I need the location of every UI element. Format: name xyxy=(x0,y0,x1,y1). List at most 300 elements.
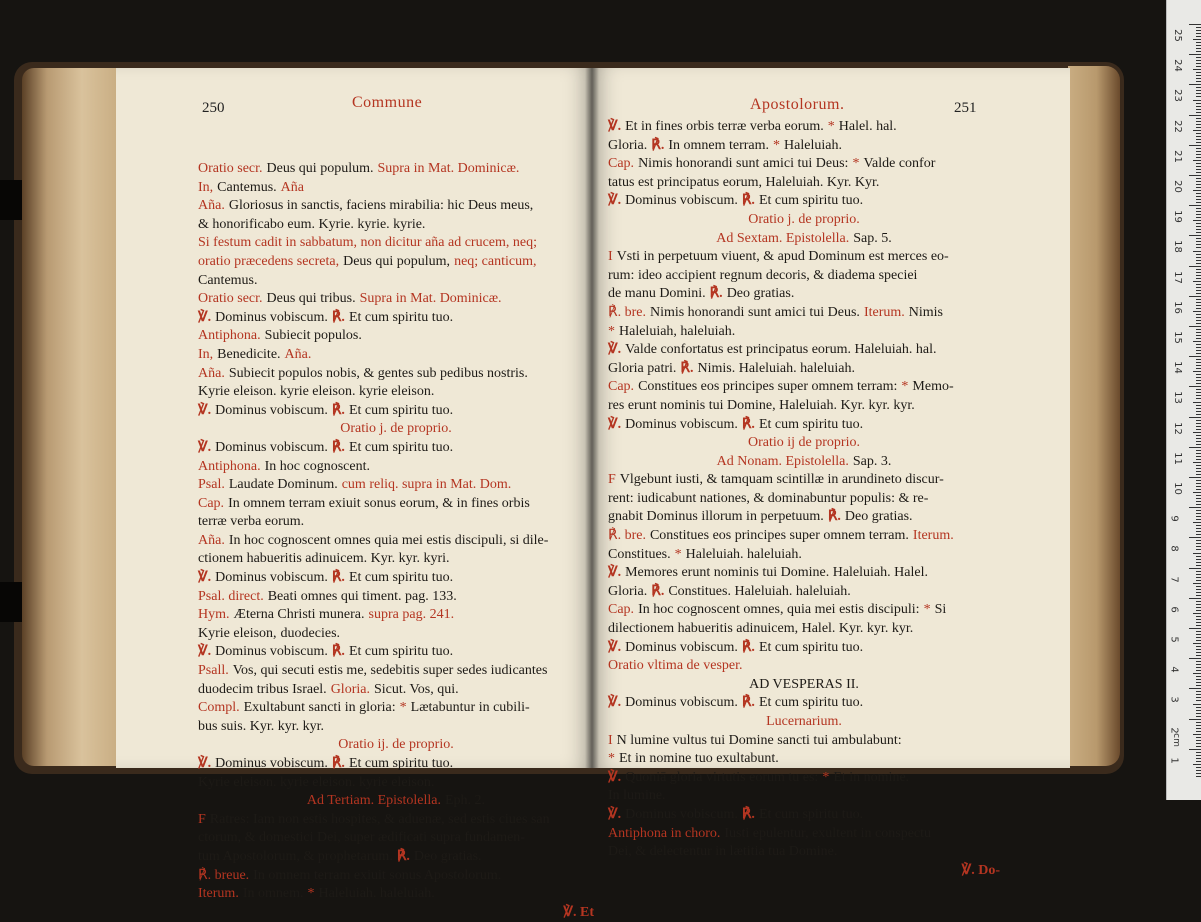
ruler-tick xyxy=(1189,447,1201,448)
ruler-tick xyxy=(1196,263,1201,264)
ruler-tick xyxy=(1196,640,1201,641)
text-line xyxy=(608,694,1004,713)
ruler-tick xyxy=(1196,269,1201,270)
body-text: Laudate Dominum. xyxy=(228,477,338,493)
text-line xyxy=(608,285,1004,304)
body-text: In omnem terram exiuit sonus eorum, & in fines orbis xyxy=(228,495,530,511)
ruler-tick xyxy=(1196,287,1201,288)
ruler-tick xyxy=(1189,719,1201,720)
ruler-number: 6 xyxy=(1168,606,1180,613)
ruler-tick xyxy=(1193,492,1201,493)
rubric-text: * xyxy=(852,156,860,172)
ruler-tick xyxy=(1196,562,1201,563)
left-page-text xyxy=(198,160,598,922)
ruler-tick xyxy=(1196,646,1201,647)
body-text: Si xyxy=(934,602,947,618)
body-text: Cantemus. xyxy=(217,179,277,195)
ruler-tick xyxy=(1196,610,1201,611)
rubric-text: * xyxy=(608,323,615,339)
body-text: Kyrie eleison. kyrie eleison. kyrie eleison. xyxy=(198,774,435,790)
text-line xyxy=(608,750,1004,769)
ruler-tick xyxy=(1193,69,1201,70)
ruler-tick xyxy=(1196,540,1201,541)
ruler-number: 23 xyxy=(1171,89,1183,103)
body-text: terræ verba eorum. xyxy=(198,514,305,530)
rubric-text: * xyxy=(822,769,830,785)
ruler-tick xyxy=(1193,311,1201,312)
ruler-tick xyxy=(1196,30,1201,31)
text-line xyxy=(608,508,1004,527)
ruler-tick xyxy=(1193,39,1201,40)
ruler-number: 1 xyxy=(1168,757,1180,764)
versicle-mark: ℣. xyxy=(608,416,622,432)
versicle-mark: ℣. xyxy=(608,565,622,581)
ruler-tick xyxy=(1196,722,1201,723)
text-line xyxy=(198,606,598,625)
ruler-tick xyxy=(1189,749,1201,750)
rubric-text: Ad Tertiam. Epistolella. xyxy=(306,793,441,809)
ruler-tick xyxy=(1196,525,1201,526)
ruler-number: 12 xyxy=(1171,421,1183,435)
versicle-mark: ℣. xyxy=(608,342,622,358)
ruler-tick xyxy=(1196,755,1201,756)
body-text: In hoc cognoscent. xyxy=(264,458,370,474)
ruler-tick xyxy=(1193,281,1201,282)
body-text: Et cum spiritu tuo. xyxy=(758,639,864,655)
ruler-tick xyxy=(1196,652,1201,653)
text-line xyxy=(608,155,1004,174)
ruler-tick xyxy=(1196,323,1201,324)
ruler-tick xyxy=(1196,595,1201,596)
rubric-text: Iterum. xyxy=(863,304,905,320)
ruler-tick xyxy=(1196,121,1201,122)
ruler-tick xyxy=(1196,740,1201,741)
ruler-tick xyxy=(1196,78,1201,79)
ruler-tick xyxy=(1196,710,1201,711)
ruler-tick xyxy=(1196,649,1201,650)
rubric-text: Supra in Mat. Dominicæ. xyxy=(359,291,502,307)
rubric-text: Aña. xyxy=(284,346,312,362)
versicle-mark: ℟. xyxy=(331,644,345,660)
ruler-tick xyxy=(1196,661,1201,662)
ruler-tick xyxy=(1196,743,1201,744)
rubric-text: F xyxy=(198,811,206,827)
text-line xyxy=(198,272,598,291)
ruler-tick xyxy=(1196,737,1201,738)
versicle-mark: ℟. xyxy=(741,416,755,432)
ruler-tick xyxy=(1196,133,1201,134)
ruler-tick xyxy=(1189,688,1201,689)
body-text: Dominus vobiscum. xyxy=(215,756,328,771)
body-text: Exultabunt sancti in gloria: xyxy=(243,700,396,716)
body-text: Quoniā gloria virtutis eorum tu es: xyxy=(625,769,819,785)
ruler-tick xyxy=(1196,338,1201,339)
ruler-tick xyxy=(1196,293,1201,294)
ruler-tick xyxy=(1196,682,1201,683)
body-text: duodecim tribus Israel. xyxy=(198,681,327,697)
text-line xyxy=(608,862,1004,881)
body-text: ctorum, & domestici Dei, super ædificati supra fundamen- xyxy=(198,830,525,846)
ruler-tick xyxy=(1196,752,1201,753)
rubric-text: Oratio ij de proprio. xyxy=(748,435,860,451)
running-head-left: Commune xyxy=(352,94,423,111)
ruler-tick xyxy=(1196,489,1201,490)
ruler-tick xyxy=(1196,305,1201,306)
versicle-mark: ℣. xyxy=(608,769,622,785)
body-text: res erunt nominis tui Domine, Haleluiah. Kyr. kyr. kyr. xyxy=(608,397,915,413)
ruler-tick xyxy=(1196,184,1201,185)
ruler-tick xyxy=(1196,395,1201,396)
ruler-tick xyxy=(1189,628,1201,629)
body-text: rum: ideo accipient regnum decoris, & diadema speciei xyxy=(608,267,918,283)
body-text: tum Apostolorum, & prophetarum. xyxy=(198,848,393,864)
body-text: Et cum spiritu tuo. xyxy=(348,439,454,455)
rubric-text: In, xyxy=(198,346,214,362)
body-text: Nimis honorandi sunt amici tui Deus: xyxy=(638,156,849,172)
versicle-mark: ℣. Do- xyxy=(961,862,1000,878)
body-text: Dominus vobiscum. xyxy=(625,416,738,432)
ruler-tick xyxy=(1196,468,1201,469)
body-text: Dominus vobiscum. xyxy=(215,402,328,418)
body-text: Constitues eos principes super omnem terram: xyxy=(638,379,898,395)
body-text: Eph. 2. xyxy=(445,793,486,809)
ruler-tick xyxy=(1196,480,1201,481)
body-text: Kyrie eleison, xyxy=(198,625,277,641)
body-text: N lumine vultus tui Domine sancti tui ambulabunt: xyxy=(616,732,902,748)
ruler-tick xyxy=(1196,278,1201,279)
rubric-text: Supra in Mat. Dominicæ. xyxy=(377,161,520,176)
body-text: In omnem terram. xyxy=(668,137,770,153)
ruler-tick xyxy=(1196,257,1201,258)
rubric-text: Oratio j. de proprio. xyxy=(748,211,860,227)
ruler-tick xyxy=(1196,154,1201,155)
body-text: Valde confortatus est principatus eorum. Haleluiah. hal. xyxy=(625,342,937,358)
rubric-text: supra pag. 241. xyxy=(368,607,455,623)
book-gutter xyxy=(585,68,599,768)
body-text: In lumine. xyxy=(608,788,666,804)
text-line xyxy=(198,365,598,384)
ruler-tick xyxy=(1196,664,1201,665)
versicle-mark: ℟. xyxy=(827,509,841,525)
body-text: Kyrie eleison. kyrie eleison. kyrie eleison. xyxy=(198,384,435,400)
ruler-tick xyxy=(1196,317,1201,318)
text-line xyxy=(198,458,598,477)
text-line xyxy=(608,341,1004,360)
body-text: Et in nomine tuo exultabunt. xyxy=(619,751,779,767)
text-line xyxy=(198,532,598,551)
ruler-tick xyxy=(1196,362,1201,363)
text-line xyxy=(608,248,1004,267)
body-text: Vlgebunt iusti, & tamquam scintillæ in arundineto discur- xyxy=(619,472,944,488)
text-line xyxy=(198,718,598,737)
ruler-tick xyxy=(1193,553,1201,554)
ruler-tick xyxy=(1196,36,1201,37)
versicle-mark: ℟. xyxy=(680,360,694,376)
ruler-tick xyxy=(1193,371,1201,372)
body-text: Deo gratias. xyxy=(844,509,913,525)
ruler-tick xyxy=(1196,450,1201,451)
ruler-tick xyxy=(1196,607,1201,608)
text-line xyxy=(608,546,1004,565)
body-text: Constitues eos principes super omnem terram. xyxy=(649,528,909,544)
rubric-text: ℟. bre. xyxy=(608,304,646,320)
text-line xyxy=(198,569,598,588)
body-text: Deus qui tribus. xyxy=(266,291,356,307)
body-text: Dominus vobiscum. xyxy=(215,644,328,660)
ruler-tick xyxy=(1196,241,1201,242)
ruler-tick xyxy=(1196,199,1201,200)
right-page xyxy=(592,68,1070,878)
ruler-tick xyxy=(1196,42,1201,43)
ruler-tick xyxy=(1196,193,1201,194)
rubric-text: Cap. xyxy=(608,156,635,172)
left-page xyxy=(116,68,594,920)
page-number-left: 250 xyxy=(202,100,225,116)
versicle-mark: ℟. xyxy=(741,193,755,209)
versicle-mark: ℣. xyxy=(198,439,212,455)
ruler-tick xyxy=(1196,284,1201,285)
rubric-text: neq; canticum, xyxy=(454,253,537,269)
rubric-text: Hym. xyxy=(198,607,230,623)
ruler-tick xyxy=(1193,251,1201,252)
ruler-tick xyxy=(1196,761,1201,762)
ruler-tick xyxy=(1196,679,1201,680)
ruler-tick xyxy=(1196,332,1201,333)
ruler-tick xyxy=(1196,81,1201,82)
text-line xyxy=(608,676,1004,695)
body-text: Nimis. Haleluiah. haleluiah. xyxy=(697,360,855,376)
ruler-tick xyxy=(1196,60,1201,61)
text-line xyxy=(608,564,1004,583)
versicle-mark: ℟. xyxy=(331,309,345,325)
body-text: Subiecit populos. xyxy=(264,328,362,344)
ruler-tick xyxy=(1193,432,1201,433)
rubric-text: Antiphona. xyxy=(198,458,261,474)
ruler-number: 15 xyxy=(1171,331,1183,344)
body-text: Dominus vobiscum. xyxy=(625,695,738,711)
body-text: Dominus vobiscum. xyxy=(215,570,328,586)
ruler-tick xyxy=(1196,347,1201,348)
rubric-text: cum reliq. supra in Mat. Dom. xyxy=(341,477,512,493)
ruler-tick xyxy=(1196,531,1201,532)
rubric-text: * xyxy=(608,751,615,767)
ruler-tick xyxy=(1189,507,1201,508)
ruler-tick xyxy=(1196,383,1201,384)
ruler-tick xyxy=(1196,513,1201,514)
ruler-tick xyxy=(1196,504,1201,505)
ruler-tick xyxy=(1193,462,1201,463)
body-text: Dominus vobiscum. xyxy=(215,439,328,455)
body-text: Constitues. Haleluiah. haleluiah. xyxy=(668,583,851,599)
text-line xyxy=(198,439,598,458)
versicle-mark: ℟. xyxy=(331,402,345,418)
ruler-tick xyxy=(1196,691,1201,692)
ruler-tick xyxy=(1196,637,1201,638)
body-text: Sap. 5. xyxy=(853,230,892,246)
body-text: dilectionem habueritis adinuicem, Halel. Kyr. kyr. kyr. xyxy=(608,621,914,637)
versicle-mark: ℣. xyxy=(608,639,622,655)
ruler-tick xyxy=(1196,716,1201,717)
text-line xyxy=(608,787,1004,806)
ruler-tick xyxy=(1196,767,1201,768)
ruler-tick xyxy=(1196,501,1201,502)
ruler-tick xyxy=(1196,229,1201,230)
versicle-mark: ℟. xyxy=(709,286,723,302)
ruler-tick xyxy=(1189,24,1201,25)
ruler-tick xyxy=(1196,45,1201,46)
ruler-tick xyxy=(1196,302,1201,303)
ruler-tick xyxy=(1189,54,1201,55)
ruler-number: 14 xyxy=(1171,361,1183,375)
ruler-tick xyxy=(1196,196,1201,197)
ruler-tick xyxy=(1196,260,1201,261)
rubric-text: oratio præcedens secreta, xyxy=(198,253,340,269)
right-page-text xyxy=(608,118,1004,880)
ruler-tick xyxy=(1196,543,1201,544)
ruler-number: 7 xyxy=(1168,575,1180,583)
text-line xyxy=(198,904,598,922)
versicle-mark: ℟. xyxy=(741,695,755,711)
ruler-tick xyxy=(1196,574,1201,575)
ruler-tick xyxy=(1196,770,1201,771)
body-text: bus suis. Kyr. kyr. kyr. xyxy=(198,718,325,734)
text-line xyxy=(198,290,598,309)
rubric-text: F xyxy=(608,472,616,488)
ruler-number: 22 xyxy=(1171,119,1183,133)
body-text: AD VESPERAS II. xyxy=(749,676,859,692)
text-line xyxy=(198,495,598,514)
ruler-number: 21 xyxy=(1171,149,1183,163)
ruler-tick xyxy=(1196,112,1201,113)
ruler-tick xyxy=(1196,353,1201,354)
ruler-tick xyxy=(1196,758,1201,759)
text-line xyxy=(198,588,598,607)
text-line xyxy=(198,811,598,830)
rubric-text: Psal. direct. xyxy=(198,588,264,604)
text-line xyxy=(198,234,598,253)
body-text: In hoc cognoscent omnes quia mei estis discipuli, si dile- xyxy=(228,532,549,548)
ruler-tick xyxy=(1196,534,1201,535)
ruler-tick xyxy=(1196,694,1201,695)
ruler-tick xyxy=(1196,670,1201,671)
ruler-tick xyxy=(1193,704,1201,705)
ruler-tick xyxy=(1196,124,1201,125)
ruler-tick xyxy=(1196,66,1201,67)
ruler-tick xyxy=(1196,244,1201,245)
ruler-tick xyxy=(1196,773,1201,774)
text-line xyxy=(608,304,1004,323)
ruler-tick xyxy=(1196,232,1201,233)
ruler-tick xyxy=(1193,220,1201,221)
rubric-text: Cap. xyxy=(608,379,635,395)
ruler-tick xyxy=(1196,103,1201,104)
ruler-tick xyxy=(1196,667,1201,668)
body-text: Sap. 3. xyxy=(852,453,892,469)
ruler-tick xyxy=(1196,453,1201,454)
ruler-number: 8 xyxy=(1168,545,1180,553)
rubric-text: Oratio vltima de vesper. xyxy=(608,658,743,674)
body-text: In omnem. xyxy=(242,886,304,902)
ruler-tick xyxy=(1196,335,1201,336)
versicle-mark: ℣. Et xyxy=(563,904,594,920)
text-line xyxy=(198,253,598,272)
versicle-mark: ℟. xyxy=(331,756,345,771)
ruler-number: 3 xyxy=(1168,696,1180,704)
ruler-tick xyxy=(1193,190,1201,191)
versicle-mark: ℟. xyxy=(396,848,410,864)
body-text: Et cum spiritu tuo. xyxy=(348,644,454,660)
rubric-text: Aña. xyxy=(198,198,225,214)
ruler-number: 24 xyxy=(1171,59,1183,73)
ruler-tick xyxy=(1196,163,1201,164)
ruler-tick xyxy=(1196,441,1201,442)
ruler-tick xyxy=(1196,474,1201,475)
ruler-tick xyxy=(1189,598,1201,599)
ruler-tick xyxy=(1196,423,1201,424)
ruler-tick xyxy=(1196,238,1201,239)
text-line xyxy=(198,792,598,811)
ruler-tick xyxy=(1196,329,1201,330)
text-line xyxy=(608,323,1004,342)
ruler-tick xyxy=(1196,272,1201,273)
body-text: rent: iudicabunt nationes, & dominabuntur populis: & re- xyxy=(608,490,929,506)
ruler-tick xyxy=(1189,205,1201,206)
ruler-tick xyxy=(1196,625,1201,626)
text-line xyxy=(198,160,598,179)
rubric-text: Aña xyxy=(280,179,304,195)
text-line xyxy=(198,885,598,904)
body-text: Gloriosus in sanctis, faciens mirabilia: hic Deus meus, xyxy=(228,198,534,214)
rubric-text: In, xyxy=(198,179,214,195)
text-line xyxy=(608,825,1004,844)
body-text: Benedicite. xyxy=(217,346,281,362)
ruler-tick xyxy=(1196,571,1201,572)
ruler-tick xyxy=(1196,519,1201,520)
ruler-tick xyxy=(1196,380,1201,381)
ruler-tick xyxy=(1196,700,1201,701)
rubric-text: * xyxy=(773,137,781,153)
ruler-tick xyxy=(1196,731,1201,732)
body-text: Dominus vobiscum. xyxy=(625,193,738,209)
ruler-tick xyxy=(1196,93,1201,94)
body-text: tatus est principatus eorum, Haleluiah. Kyr. Kyr. xyxy=(608,174,880,190)
ruler-tick xyxy=(1196,655,1201,656)
rubric-text: ℟. bre. xyxy=(608,528,646,544)
text-line xyxy=(608,713,1004,732)
ruler-tick xyxy=(1196,118,1201,119)
body-text: Et cum spiritu tuo. xyxy=(348,756,454,771)
versicle-mark: ℣. xyxy=(198,644,212,660)
ruler-tick xyxy=(1189,658,1201,659)
ruler-tick xyxy=(1193,100,1201,101)
ruler-tick xyxy=(1196,546,1201,547)
text-line xyxy=(608,360,1004,379)
ruler-tick xyxy=(1196,359,1201,360)
body-text: Et cum spiritu tuo. xyxy=(758,416,864,432)
versicle-mark: ℣. xyxy=(198,570,212,586)
body-text: Et in fines orbis terræ verba eorum. xyxy=(625,119,824,134)
rubric-text: * xyxy=(399,700,407,716)
body-text: duodecies. xyxy=(280,625,341,641)
ruler-tick xyxy=(1196,247,1201,248)
text-line xyxy=(608,174,1004,193)
body-text: Iusti epulentur, exultent in conspectu xyxy=(724,825,932,841)
ruler-tick xyxy=(1196,601,1201,602)
ruler-tick xyxy=(1196,528,1201,529)
body-text: Et cum spiritu tuo. xyxy=(758,806,864,822)
text-line xyxy=(608,490,1004,509)
ruler-tick xyxy=(1193,764,1201,765)
